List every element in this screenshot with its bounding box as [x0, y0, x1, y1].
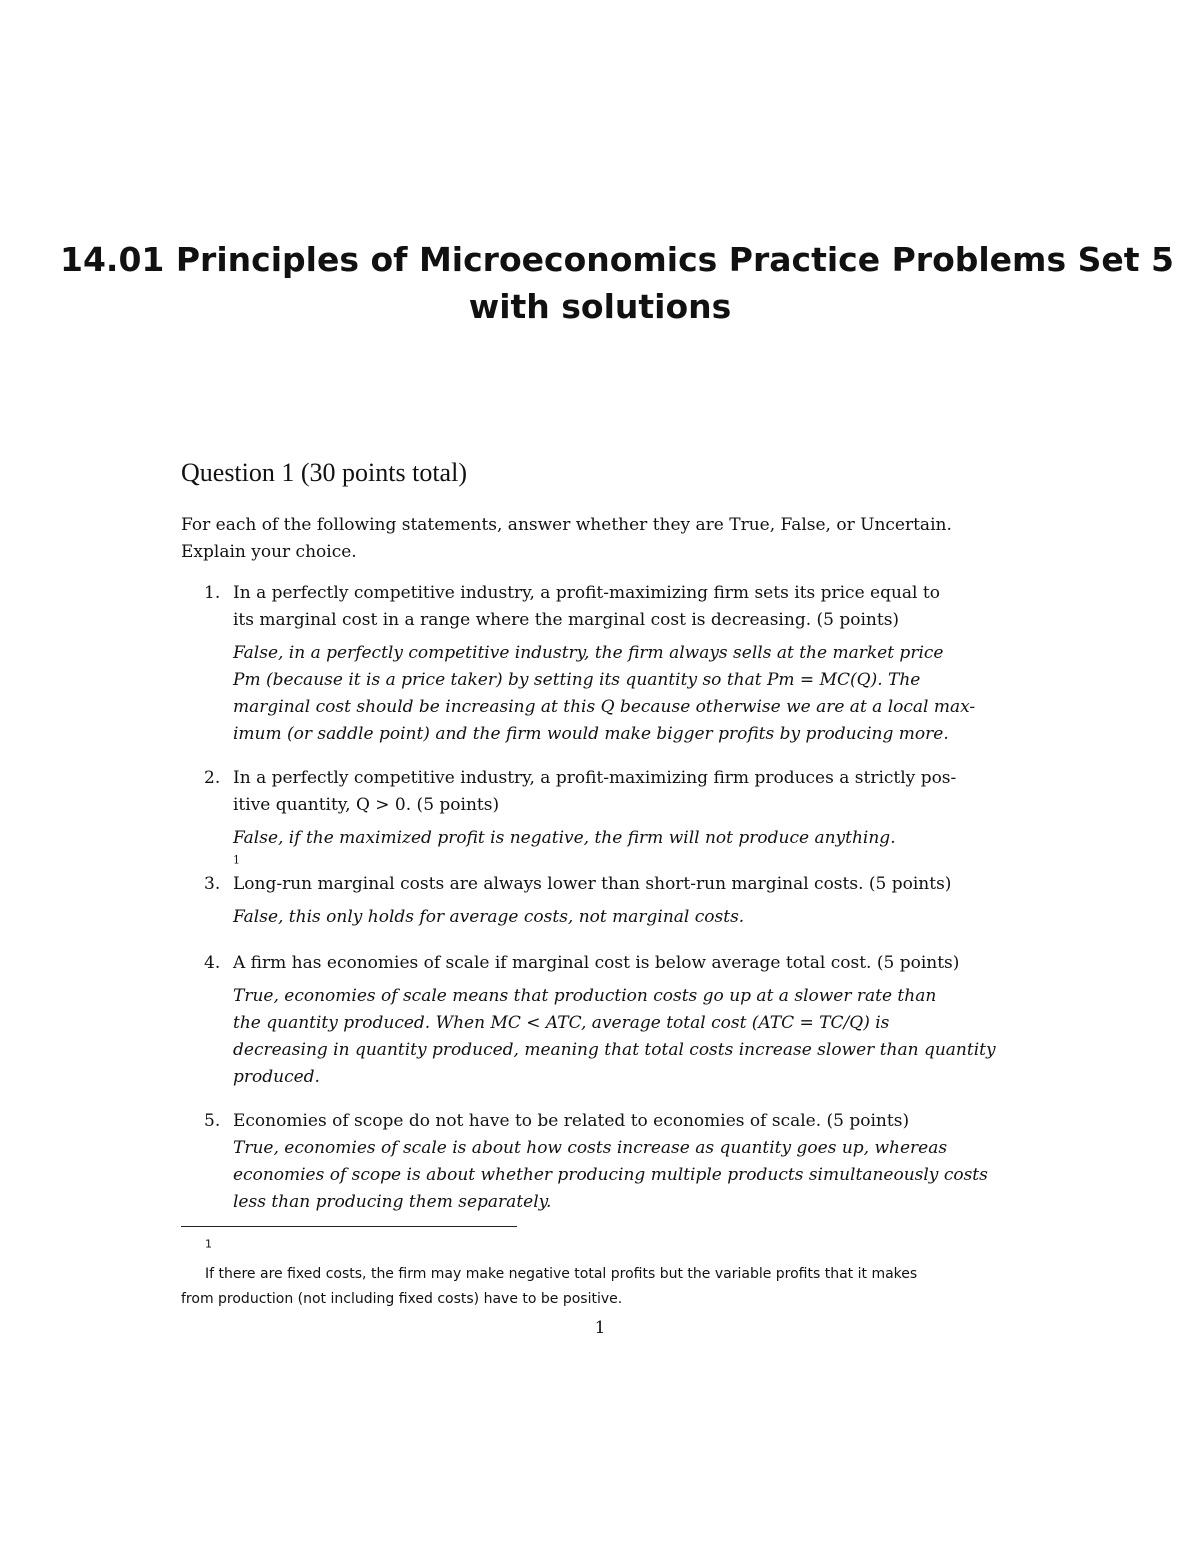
question-line: its marginal cost in a range where the marginal cost is decreasing. (5 points): [233, 610, 900, 630]
question-line: itive quantity, Q > 0. (5 points): [233, 795, 500, 815]
footnote-line: from production (not including fixed costs) have to be positive.: [181, 1291, 623, 1307]
item-question: [233, 871, 1023, 898]
item-answer: [233, 1135, 1023, 1216]
item-question: [233, 1108, 1023, 1135]
item-number: 3.: [204, 874, 221, 894]
answer-line: False, in a perfectly competitive industry, the firm always sells at the market price: [233, 643, 944, 663]
title-line-1: 14.01 Principles of Microeconomics Practice Problems Set 5: [60, 240, 1174, 279]
answer-line: the quantity produced. When MC < ATC, average total cost (ATC = TC/Q) is: [233, 1013, 890, 1033]
item-answer: [233, 640, 1023, 748]
item-question: [233, 580, 1023, 634]
item-number: 2.: [204, 768, 221, 788]
item-number: 5.: [204, 1111, 221, 1131]
question-line: In a perfectly competitive industry, a profit-maximizing firm sets its price equal to: [233, 583, 940, 603]
list-item-3: [181, 871, 1023, 931]
title-line-2: with solutions: [468, 287, 732, 326]
item-number: 1.: [204, 583, 221, 603]
answer-line: economies of scope is about whether producing multiple products simultaneously costs: [233, 1165, 988, 1185]
footnote-line: [181, 1237, 1023, 1287]
question-line: Long-run marginal costs are always lower than short-run marginal costs. (5 points): [233, 874, 952, 894]
item-answer: [233, 983, 1023, 1091]
footnote: [181, 1237, 1023, 1312]
item-question: [233, 950, 1023, 977]
question-line: A firm has economies of scale if marginal cost is below average total cost. (5 points): [233, 953, 960, 973]
answer-line: decreasing in quantity produced, meaning that total costs increase slower than quantity: [233, 1040, 996, 1060]
answer-line: Pm (because it is a price taker) by setting its quantity so that Pm = MC(Q). The: [233, 670, 921, 690]
answer-line: True, economies of scale is about how costs increase as quantity goes up, whereas: [233, 1138, 948, 1158]
page-number: 1: [594, 1318, 606, 1338]
item-number: 4.: [204, 953, 221, 973]
answer-line: produced.: [233, 1067, 320, 1087]
item-answer: [233, 904, 1023, 931]
question-line: Economies of scope do not have to be related to economies of scale. (5 points): [233, 1111, 910, 1131]
footnote-divider: [181, 1226, 517, 1227]
answer-line: False, this only holds for average costs, not marginal costs.: [233, 907, 745, 927]
item-question: [233, 765, 1023, 819]
footnote-number: 1: [205, 1237, 212, 1251]
answer-line: True, economies of scale means that production costs go up at a slower rate than: [233, 986, 937, 1006]
answer-line: imum (or saddle point) and the firm would make bigger profits by producing more.: [233, 724, 949, 744]
answer-text: False, if the maximized profit is negative, the firm will not produce anything.: [233, 828, 896, 848]
footnote-marker: 1: [233, 853, 240, 867]
document-title: [60, 236, 1174, 330]
list-item-5: [181, 1108, 1023, 1216]
question-line: In a perfectly competitive industry, a profit-maximizing firm produces a strictly pos-: [233, 768, 957, 788]
answer-line: marginal cost should be increasing at this Q because otherwise we are at a local max-: [233, 697, 976, 717]
question-heading: Question 1 (30 points total): [181, 458, 467, 487]
list-item-4: [181, 950, 1023, 1091]
intro-line: For each of the following statements, answer whether they are True, False, or Uncertain.: [181, 515, 952, 535]
list-item-2: [181, 765, 1023, 879]
answer-line: less than producing them separately.: [233, 1192, 552, 1212]
footnote-text: If there are fixed costs, the firm may make negative total profits but the variable profits that it makes: [205, 1266, 918, 1282]
intro-line: Explain your choice.: [181, 542, 357, 562]
question-intro: [181, 512, 1023, 566]
list-item-1: [181, 580, 1023, 748]
